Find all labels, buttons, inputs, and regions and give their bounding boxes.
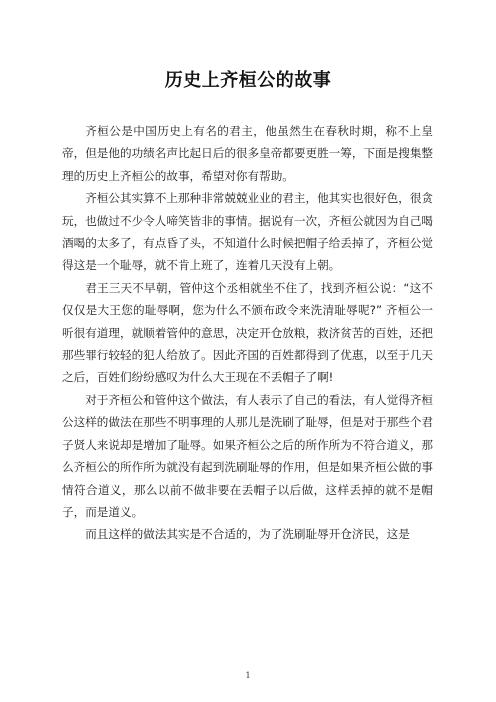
paragraph-1: 齐桓公是中国历史上有名的君主，他虽然生在春秋时期，称不上皇帝，但是他的功绩名声比起日后的很多皇帝都要更胜一筹，下面是搜集整理的历史上齐桓公的故事，希望对你有帮助。 [62, 124, 434, 183]
paragraph-3: 君王三天不早朝，管仲这个丞相就坐不住了，找到齐桓公说：“这不仅仅是大王您的耻辱啊，您为什么不颁布政令来洗清耻辱呢?” 齐桓公一听很有道理，就顺着管仲的意思，决定开仓放粮，救济贫苦的百姓，还把那些罪行较轻的犯人给放了。因此齐国的百姓都得到了优惠，以至于几天之后，百姓们纷纷感叹为什么大王现在不丢帽子了啊! [62, 280, 434, 385]
page-number: 1 [245, 671, 251, 680]
document-body [62, 120, 433, 546]
paragraph-2: 齐桓公其实算不上那种非常兢兢业业的君主，他其实也很好色，很贪玩，也做过不少令人啼笑皆非的事情。据说有一次，齐桓公就因为自己喝酒喝的太多了，有点昏了头，不知道什么时候把帽子给丢掉了，齐桓公觉得这是一个耻辱，就不肯上班了，连着几天没有上朝。 [62, 191, 434, 273]
paragraph-4: 对于齐桓公和管仲这个做法，有人表示了自己的看法，有人觉得齐桓公这样的做法在那些不明事理的人那儿是洗刷了耻辱，但是对于那些个君子贤人来说却是增加了耻辱。如果齐桓公之后的所作所为不符合道义，那么齐桓公的所作所为就没有起到洗刷耻辱的作用，但是如果齐桓公做的事情符合道义，那么以前不做非要在丢帽子以后做，这样丢掉的就不是帽子，而是道义。 [62, 392, 434, 519]
paragraph-5: 而且这样的做法其实是不合适的，为了洗刷耻辱开仓济民，这是 [85, 527, 410, 542]
document-title: 历史上齐桓公的故事 [164, 70, 332, 91]
